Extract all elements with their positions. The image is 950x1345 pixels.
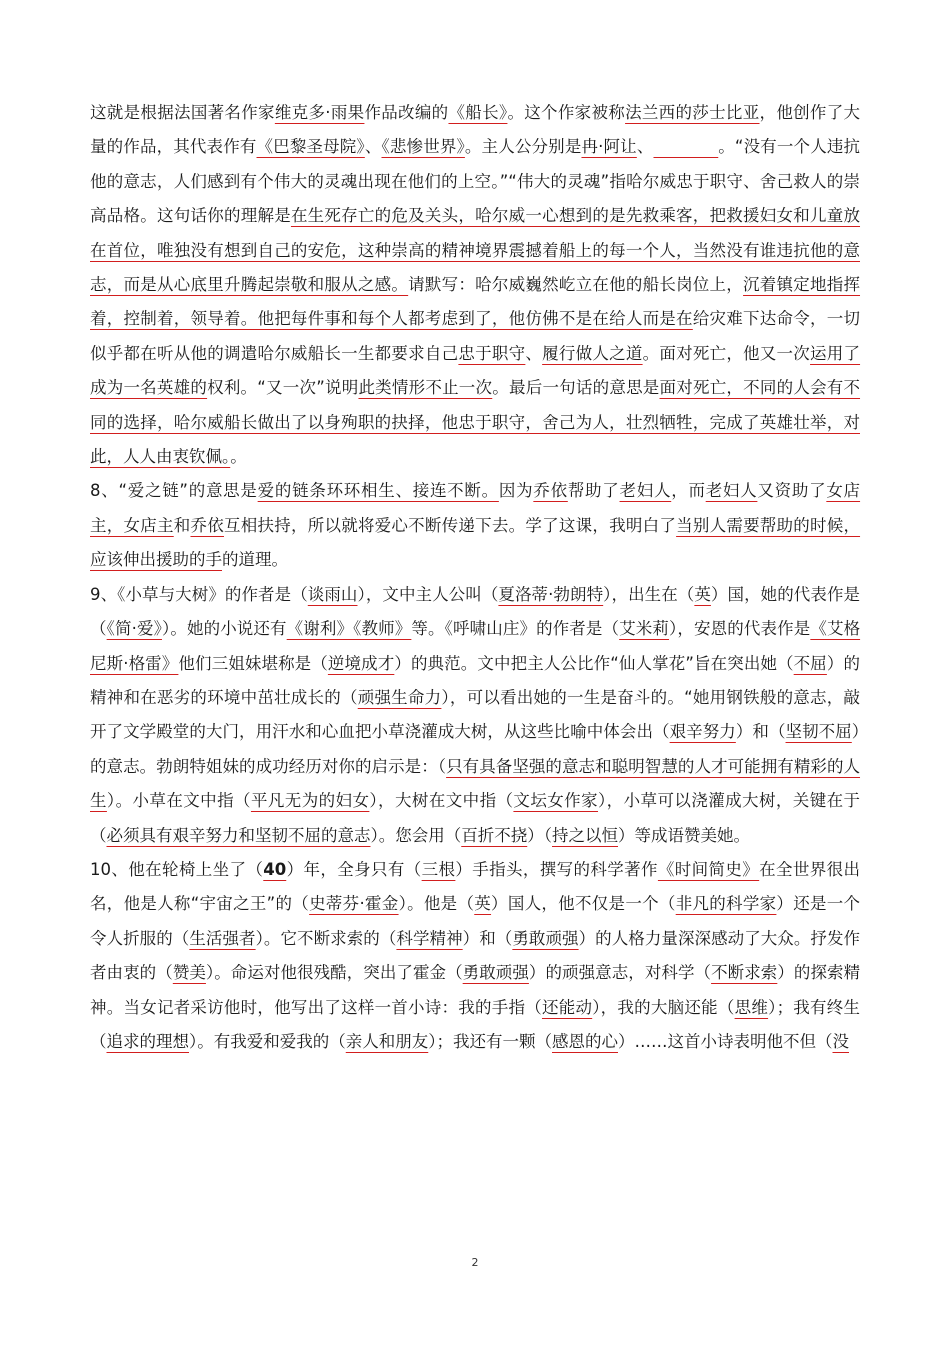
answer-blank: 非凡的科学家 (675, 894, 777, 914)
text-run: ）和（ (462, 928, 513, 948)
answer-blank: 《船长》 (448, 103, 508, 122)
text-run: 。“没有一个人违抗他的意志，人们感到有个伟大的灵魂出现在他们的上空。”“伟大的灵魂”指哈尔威忠于职守、舍己救人的崇高品格。这句话你的理解是 (90, 137, 861, 226)
text-run: 和 (173, 515, 191, 535)
text-run: 10、他在轮椅上坐了（ (90, 859, 264, 879)
text-run: ）和（ (735, 722, 786, 742)
answer-blank: 忠于职守 (458, 343, 526, 363)
answer-blank: 《简·爱》 (106, 619, 162, 639)
text-run: ）年，全身只有（ (286, 859, 422, 879)
answer-blank: 在生死存亡的危及关头，哈尔威一心想到的是先救乘客，把救援妇女和儿童放在首位，唯独没有想到自己的安危，这种崇高的精神境界震撼着船上的每一个人，当然没有谁违抗他的意志，而是从心底里升腾起崇敬和服从之感。 (90, 206, 861, 295)
answer-blank: 老妇人 (705, 481, 758, 501)
answer-blank: 只有具备坚强的意志和聪明智慧的人才可能拥有精彩的人生 (90, 756, 861, 811)
answer-blank: 英 (694, 584, 711, 604)
text-run: ）手指头，撰写的科学著作 (455, 859, 658, 879)
text-run: ）（ (527, 825, 552, 845)
answer-blank: 夏洛蒂·勃朗特 (498, 584, 604, 604)
text-run: ）的意志。勃朗特姐妹的成功经历对你的启示是：（ (90, 722, 861, 776)
answer-blank: 40 (263, 859, 287, 879)
answer-blank: 《悲惨世界》 (381, 137, 465, 157)
answer-blank: 乔依 (190, 515, 224, 535)
answer-blank: 不断求索 (711, 963, 778, 983)
answer-blank: 生活强者 (189, 928, 256, 948)
answer-blank: 持之以恒 (552, 825, 618, 845)
text-run: 。这个作家被称 (507, 103, 626, 122)
text-run: ）。他是（ (398, 894, 475, 914)
answer-blank: 《时间简史》 (657, 859, 760, 879)
text-run: ），文中主人公叫（ (357, 584, 499, 604)
text-run: ，而 (671, 481, 706, 501)
text-run: 给灾难下达命令，一切似乎都在听从他的调遣哈尔威船长一生都要求自己 (90, 309, 861, 363)
answer-blank: 坚韧不屈 (785, 722, 852, 742)
answer-blank: 冉·阿让 (581, 137, 637, 157)
answer-blank: 履行做人之道 (542, 343, 643, 363)
text-run: ）国，她的代表作是（ (90, 584, 861, 639)
answer-blank: 谈雨山 (307, 584, 358, 604)
text-run: 因为 (498, 481, 534, 501)
answer-blank: 爱的链条环环相生、接连不断。 (257, 481, 499, 501)
paragraph (90, 853, 860, 1059)
answer-blank: 女店主，女店主 (90, 481, 861, 535)
text-run: ）。她的小说还有 (161, 619, 287, 639)
text-run: ）的探索精神。当女记者采访他时，他写出了这样一首小诗：我的手指（ (90, 963, 861, 1017)
text-run: 这就是根据法国著名作家 (90, 103, 275, 122)
answer-blank: 还能动 (541, 997, 593, 1017)
text-run: 等。《呼啸山庄》的作者是（ (411, 619, 620, 639)
answer-blank: 史蒂芬·霍金 (309, 894, 399, 914)
answer-blank: 感恩的心 (552, 1031, 618, 1051)
document-body (90, 96, 860, 1059)
answer-blank: 沉着镇定地指挥着，控制着，领导着。他把每件事和每个人都考虑到了，他仿佛不是在给人而是在 (90, 275, 861, 329)
answer-blank: 逆境成才 (327, 653, 395, 673)
text-run: ）……这首小诗表明他不但（ (618, 1031, 833, 1051)
text-run: 互相扶持，所以就将爱心不断传递下去。学了这课，我明白了 (223, 515, 677, 535)
answer-blank: 没 (832, 1031, 849, 1051)
text-run: 在全世界很出名，他是人称“宇宙之王”的（ (90, 859, 861, 914)
answer-blank: 勇敢顽强 (462, 963, 529, 983)
answer-blank: 亲人和朋友 (345, 1031, 429, 1051)
text-run: 9、《小草与大树》的作者是（ (90, 584, 308, 604)
text-run: 。 (230, 447, 247, 467)
text-run: ）；我还有一颗（ (428, 1031, 552, 1051)
text-run: 、 (636, 137, 654, 157)
answer-blank: 百折不挠 (461, 825, 528, 845)
text-run: 。主人公分别是 (464, 137, 582, 157)
text-run: ）。它不断求索的（ (255, 928, 397, 948)
text-run: ）的顽强意志，对科学（ (528, 963, 712, 983)
text-run: 。面对死亡，他又一次 (642, 343, 811, 363)
answer-blank: 当别人需要帮助的时候，应该伸出援助的手 (90, 515, 861, 570)
text-run: ）还是一个令人折服的（ (90, 894, 861, 948)
text-run: 帮助了 (567, 481, 620, 501)
paragraph (90, 578, 860, 853)
text-run: ）的人格力量深深感动了大众。抒发作者由衷的（ (90, 928, 861, 983)
paragraph (90, 474, 860, 577)
answer-blank: 不屈 (793, 653, 827, 673)
answer-blank: 勇敢顽强 (512, 928, 579, 948)
text-run: 请默写：哈尔威巍然屹立在他的船长岗位上， (408, 275, 744, 295)
text-run: ），安恩的代表作是 (669, 619, 811, 639)
text-run: ）的精神和在恶劣的环境中茁壮成长的（ (90, 653, 860, 707)
text-run: 、 (364, 137, 382, 157)
answer-blank (653, 137, 718, 156)
answer-blank: 艾米莉 (619, 619, 670, 639)
answer-blank: 《巴黎圣母院》 (256, 137, 365, 157)
answer-blank: 维克多·雨果 (274, 103, 365, 122)
answer-blank: 英 (474, 894, 492, 914)
answer-blank: 面对死亡，不同的人会有不同的选择，哈尔威船长做出了以身殉职的抉择，他忠于职守，舍己为人，壮烈牺牲，完成了英雄壮举，对此，人人由衷钦佩。 (90, 378, 861, 467)
text-run: 的道理。 (222, 550, 288, 570)
text-run: 8、“爱之链”的意思是 (90, 481, 258, 501)
text-run: ），大树在文中指（ (369, 791, 514, 811)
answer-blank: 法兰西的莎士比亚 (625, 103, 760, 122)
text-run: ）。您会用（ (370, 825, 462, 845)
text-run: ）等成语赞美她。 (618, 825, 750, 845)
answer-blank: 追求的理想 (106, 1031, 189, 1051)
page-number: 2 (471, 1256, 479, 1269)
answer-blank: 《谢利》《教师》 (286, 619, 412, 639)
answer-blank: 《艾格尼斯·格雷》 (90, 619, 861, 673)
answer-blank: 老妇人 (619, 481, 672, 501)
text-run: ），我的大脑还能（ (592, 997, 735, 1017)
answer-blank: 乔依 (533, 481, 568, 501)
text-run: ）的典范。文中把主人公比作“仙人掌花”旨在突出她（ (394, 653, 794, 673)
text-run: 权利。“又一次”说明 (207, 378, 359, 398)
text-run: ），出生在（ (603, 584, 695, 604)
paragraph (90, 96, 860, 474)
text-run: ）。命运对他很残酷，突出了霍金（ (205, 963, 463, 983)
text-run: 、 (525, 343, 543, 363)
answer-blank: 思维 (734, 997, 769, 1017)
answer-blank: 此类情形不止一次 (358, 378, 493, 398)
text-run: ）。小草在文中指（ (106, 791, 251, 811)
text-run: ）国人，他不仅是一个（ (491, 894, 676, 914)
answer-blank: 顽强生命力 (357, 687, 442, 707)
answer-blank: 赞美 (172, 963, 206, 983)
answer-blank: 平凡无为的妇女 (250, 791, 370, 811)
text-run: ）。有我爱和爱我的（ (189, 1031, 346, 1051)
answer-blank: 必须具有艰辛努力和坚韧不屈的意志 (106, 825, 371, 845)
text-run: ），小草可以浇灌成大树，关键在于（ (90, 791, 861, 845)
text-run: ），可以看出她的一生是奋斗的。“她用钢铁般的意志，敲开了文学殿堂的大门，用汗水和心血把小草浇灌成大树，从这些比喻中体会出（ (90, 687, 860, 742)
text-run: 作品改编的 (364, 103, 449, 122)
text-run: 又资助了 (757, 481, 827, 501)
text-run: ，他创作了大量的作品，其代表作有 (90, 103, 861, 157)
text-run: ）；我有终生（ (90, 997, 861, 1051)
answer-blank: 文坛女作家 (513, 791, 599, 811)
answer-blank: 科学精神 (396, 928, 463, 948)
answer-blank: 运用了成为一名英雄的 (90, 343, 861, 398)
answer-blank: 三根 (421, 859, 456, 879)
answer-blank: 艰辛努力 (669, 722, 736, 742)
text-run: 他们三姐妹堪称是（ (178, 653, 328, 673)
text-run: 。最后一句话的意思是 (492, 378, 660, 398)
